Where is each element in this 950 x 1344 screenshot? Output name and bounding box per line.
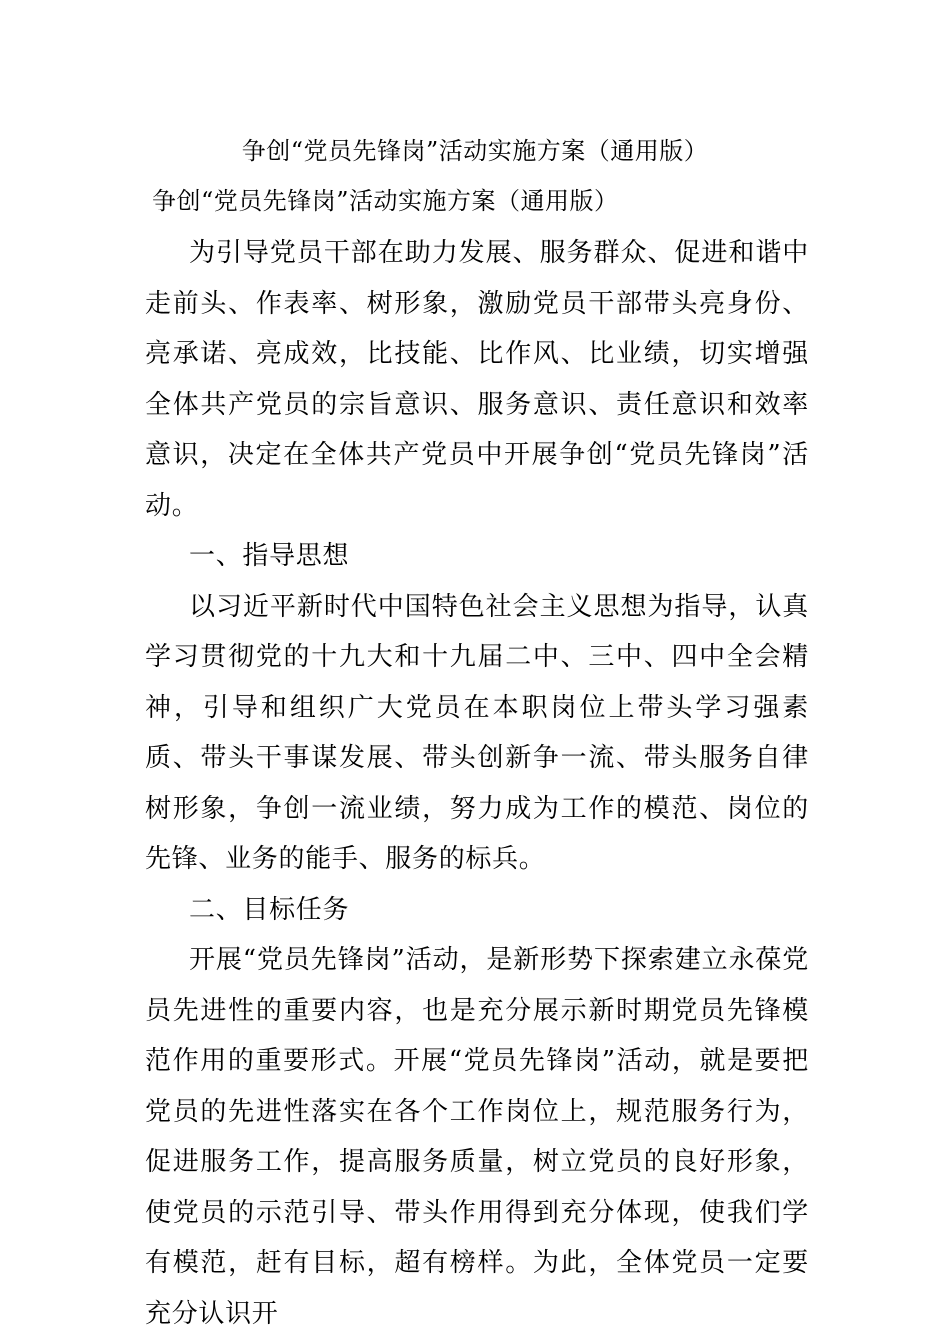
section-heading-guiding-thought: 一、指导思想 (189, 541, 350, 571)
document-title: 争创“党员先锋岗”活动实施方案（通用版） (241, 137, 709, 165)
document-body (145, 228, 809, 1339)
document-subtitle: 争创“党员先锋岗”活动实施方案（通用版） (152, 187, 619, 215)
intro-paragraph: 为引导党员干部在助力发展、服务群众、促进和谐中走前头、作表率、树形象，激励党员干部带头亮身份、亮承诺、亮成效，比技能、比作风、比业绩，切实增强全体共产党员的宗旨意识、服务意识、责任意识和效率意识，决定在全体共产党员中开展争创“党员先锋岗”活动。 (145, 238, 809, 521)
section-heading-goals-tasks: 二、目标任务 (189, 894, 350, 925)
goals-tasks-paragraph: 开展“党员先锋岗”活动，是新形势下探索建立永葆党员先进性的重要内容，也是充分展示新时期党员先锋模范作用的重要形式。开展“党员先锋岗”活动，就是要把党员的先进性落实在各个工作岗位上，规范服务行为，促进服务工作，提高服务质量，树立党员的良好形象，使党员的示范引导、带头作用得到充分体现，使我们学有模范，赶有目标，超有榜样。为此，全体党员一定要充分认识开 (145, 945, 809, 1329)
guiding-thought-paragraph: 以习近平新时代中国特色社会主义思想为指导，认真学习贯彻党的十九大和十九届二中、三中、四中全会精神，引导和组织广大党员在本职岗位上带头学习强素质、带头干事谋发展、带头创新争一流、带头服务自律树形象，争创一流业绩，努力成为工作的模范、岗位的先锋、业务的能手、服务的标兵。 (145, 591, 809, 874)
